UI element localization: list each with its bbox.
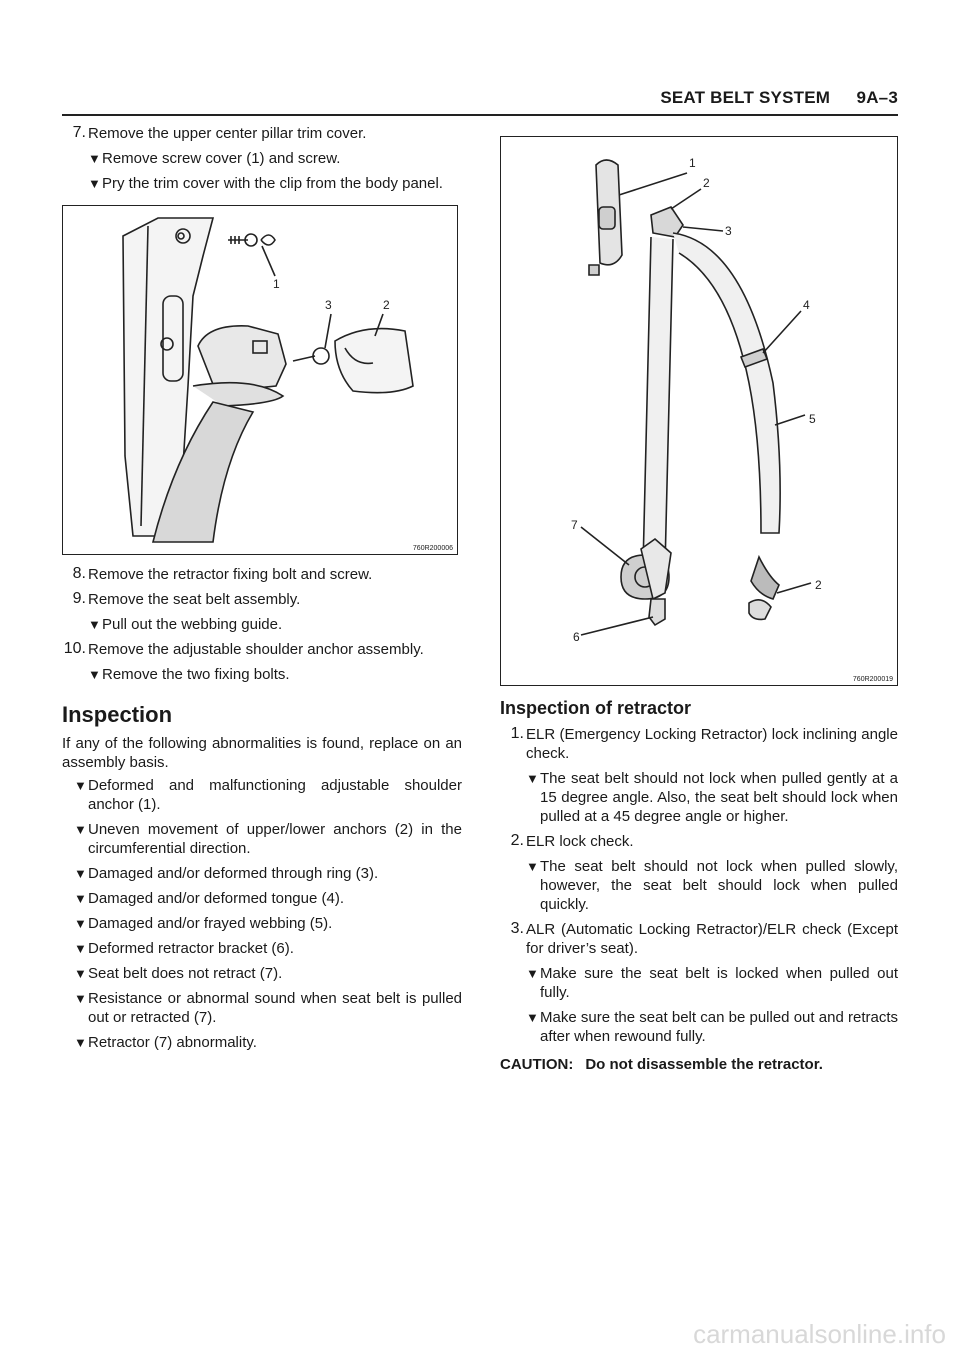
inspection-item: ▼ Deformed and malfunctioning adjustable shoulder anchor (1). <box>74 777 462 813</box>
inspection-item: ▼ Deformed retractor bracket (6). <box>74 940 294 957</box>
inspection-item: ▼ Damaged and/or deformed through ring (3). <box>74 865 379 882</box>
caution-note <box>500 1056 898 1073</box>
step-7-bullet-1: ▼ Remove screw cover (1) and screw. <box>88 150 341 167</box>
inspection-item: ▼ Seat belt does not retract (7). <box>74 965 283 982</box>
bullet-triangle-icon: ▼ <box>526 771 539 786</box>
callout-1: 1 <box>273 277 280 291</box>
page-header <box>62 88 898 116</box>
right-column <box>500 124 898 1073</box>
bullet-triangle-icon: ▼ <box>74 778 87 793</box>
callout-4: 4 <box>803 298 810 312</box>
step-9: 9. Remove the seat belt assembly. <box>72 590 301 608</box>
callout-3: 3 <box>325 298 332 312</box>
inspection-item: ▼ Damaged and/or frayed webbing (5). <box>74 915 333 932</box>
callout-5: 5 <box>809 412 816 426</box>
inspection-item: ▼ Resistance or abnormal sound when seat belt is pulled out or retracted (7). <box>74 990 462 1026</box>
section-title: SEAT BELT SYSTEM <box>660 88 831 107</box>
callout-6: 6 <box>573 630 580 644</box>
bullet-triangle-icon: ▼ <box>526 1010 539 1025</box>
bullet-triangle-icon: ▼ <box>88 176 101 191</box>
retractor-step-1: 1. ELR (Emergency Locking Retractor) lock inclining angle check. <box>510 725 898 762</box>
bullet-triangle-icon: ▼ <box>526 966 539 981</box>
step-7: 7. Remove the upper center pillar trim cover. <box>72 124 367 142</box>
callout-2: 2 <box>703 176 710 190</box>
callout-2-lower: 2 <box>815 578 822 592</box>
retractor-step-3-bullet-1: ▼ Make sure the seat belt is locked when pulled out fully. <box>526 965 898 1001</box>
callout-3: 3 <box>725 224 732 238</box>
pillar-trim-figure <box>62 205 458 555</box>
step-8: 8. Remove the retractor fixing bolt and screw. <box>72 565 373 583</box>
step-10: 10. Remove the adjustable shoulder anchor assembly. <box>63 640 424 658</box>
bullet-triangle-icon: ▼ <box>88 667 101 682</box>
inspection-item: ▼ Retractor (7) abnormality. <box>74 1034 257 1051</box>
inspection-heading: Inspection <box>62 702 173 727</box>
inspection-item: ▼ Uneven movement of upper/lower anchors (2) in the circumferential direction. <box>74 821 462 857</box>
bullet-triangle-icon: ▼ <box>74 822 87 837</box>
step-10-bullet: ▼ Remove the two fixing bolts. <box>88 666 290 683</box>
retractor-inspection-section <box>500 690 898 1073</box>
bullet-triangle-icon: ▼ <box>74 916 87 931</box>
caution-text: Do not disassemble the retractor. <box>585 1056 823 1073</box>
retractor-inspection-heading: Inspection of retractor <box>500 698 692 718</box>
pillar-trim-illustration <box>63 206 457 554</box>
step-9-bullet: ▼ Pull out the webbing guide. <box>88 616 283 633</box>
retractor-step-3-bullet-2: ▼ Make sure the seat belt can be pulled out and retracts after when rewound fully. <box>526 1009 898 1045</box>
left-column <box>62 124 462 1058</box>
seat-belt-assembly-figure <box>500 136 898 686</box>
figure-code: 760R200019 <box>852 676 893 683</box>
page-number: 9A–3 <box>856 88 898 107</box>
retractor-step-3: 3. ALR (Automatic Locking Retractor)/ELR check (Except for driver’s seat). <box>510 920 898 957</box>
inspection-intro: If any of the following abnormalities is found, replace on an assembly basis. <box>62 735 462 771</box>
bullet-triangle-icon: ▼ <box>74 891 87 906</box>
bullet-triangle-icon: ▼ <box>74 1035 87 1050</box>
retractor-step-1-bullet: ▼ The seat belt should not lock when pulled gently at a 15 degree angle. Also, the seat belt should lock when pulled at a 45 degree angle or higher. <box>526 770 898 825</box>
caution-label: CAUTION: <box>500 1056 574 1073</box>
callout-2: 2 <box>383 298 390 312</box>
callout-1: 1 <box>689 156 696 170</box>
figure-code: 760R200006 <box>412 545 453 552</box>
bullet-triangle-icon: ▼ <box>74 991 87 1006</box>
bullet-triangle-icon: ▼ <box>74 941 87 956</box>
bullet-triangle-icon: ▼ <box>88 151 101 166</box>
inspection-item: ▼ Damaged and/or deformed tongue (4). <box>74 890 344 907</box>
watermark: carmanualsonline.info <box>693 1319 946 1349</box>
retractor-step-2-bullet: ▼ The seat belt should not lock when pulled slowly, however, the seat belt should lock when pulled quickly. <box>526 858 898 913</box>
bullet-triangle-icon: ▼ <box>526 859 539 874</box>
seat-belt-assembly-illustration <box>501 137 897 685</box>
bullet-triangle-icon: ▼ <box>74 866 87 881</box>
step-7-bullet-2: ▼ Pry the trim cover with the clip from the body panel. <box>88 175 443 192</box>
retractor-step-2: 2. ELR lock check. <box>510 832 634 850</box>
callout-7: 7 <box>571 518 578 532</box>
bullet-triangle-icon: ▼ <box>74 966 87 981</box>
bullet-triangle-icon: ▼ <box>88 617 101 632</box>
